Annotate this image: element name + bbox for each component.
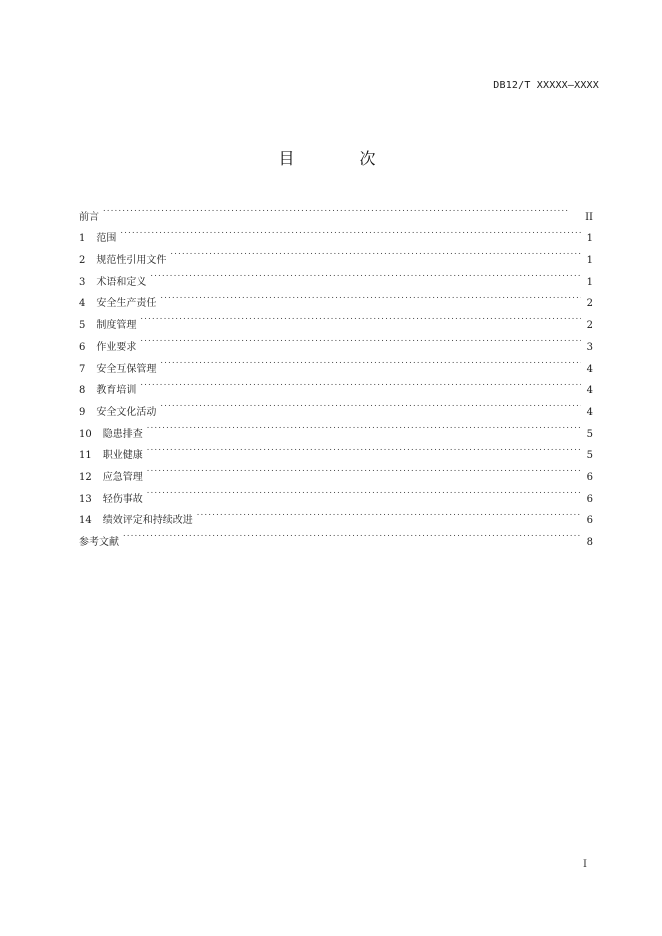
toc-entry-page: 6 [586,471,593,483]
toc-entry-title: 安全文化活动 [96,406,157,418]
toc-entry[interactable] [79,393,593,418]
toc-entry-page: 3 [586,341,593,353]
toc-entry[interactable] [79,415,593,440]
toc-entry-page: 8 [586,537,593,548]
toc-entry-number: 7 [79,363,86,375]
toc-dot-leader [140,372,580,394]
toc-dot-leader [147,415,581,437]
toc-dot-leader [160,393,580,415]
toc-entry[interactable] [79,523,593,548]
toc-entry-page: 1 [586,255,593,267]
toc-entry-page: II [585,211,593,223]
toc-entry-page: 1 [586,233,593,245]
toc-dot-leader [123,523,581,545]
toc-entry-number: 14 [79,515,92,527]
toc-dot-leader [160,285,580,307]
toc-entry-number: 11 [79,450,92,462]
toc-entry-number: 8 [79,385,86,397]
toc-entry-title: 轻伤事故 [102,493,143,505]
toc-entry-title: 规范性引用文件 [96,255,167,267]
page-title: 目 次 [278,149,406,168]
toc-entry-title: 参考文献 [79,537,119,548]
page-number: I [583,859,587,870]
toc-dot-leader [147,437,581,459]
toc-dot-leader [103,198,579,220]
toc-entry-page: 5 [586,450,593,462]
toc-dot-leader [147,458,581,480]
toc-dot-leader [150,263,580,285]
toc-dot-leader [140,306,580,328]
toc-entry[interactable] [79,502,593,527]
toc-entry[interactable] [79,350,593,375]
toc-entry-number: 6 [79,341,86,353]
toc-entry[interactable] [79,198,593,223]
toc-entry-title: 应急管理 [102,471,143,483]
toc-dot-leader [197,502,581,524]
toc-dot-leader [140,328,580,350]
toc-entry-number: 4 [79,298,86,310]
toc-entry-number: 12 [79,471,92,483]
toc-entry-page: 4 [586,406,593,418]
toc-entry-number: 9 [79,406,86,418]
toc-entry[interactable] [79,480,593,505]
toc-entry[interactable] [79,372,593,397]
toc-entry-page: 4 [586,385,593,397]
toc-entry-page: 5 [586,428,593,440]
toc-entry-page: 2 [586,320,593,332]
toc-entry-title: 术语和定义 [96,276,147,288]
table-of-contents [79,198,593,548]
toc-entry[interactable] [79,437,593,462]
standard-code: DB12/T XXXXX—XXXX [493,80,599,91]
toc-dot-leader [120,220,580,242]
toc-entry[interactable] [79,241,593,267]
toc-dot-leader [170,241,580,263]
toc-entry[interactable] [79,458,593,483]
toc-entry-number: 2 [79,255,86,267]
toc-entry[interactable] [79,306,593,332]
toc-entry-title: 作业要求 [96,341,137,353]
toc-entry-page: 1 [586,276,593,288]
toc-entry-number: 3 [79,276,86,288]
toc-entry-page: 4 [586,363,593,375]
toc-entry-title: 安全互保管理 [96,363,157,375]
toc-entry-title: 职业健康 [102,450,143,462]
toc-entry-title: 前言 [79,211,99,223]
toc-dot-leader [160,350,580,372]
toc-entry-page: 6 [586,515,593,527]
toc-entry-number: 5 [79,320,86,332]
toc-entry-title: 教育培训 [96,385,137,397]
toc-entry-title: 隐患排查 [102,428,143,440]
toc-entry[interactable] [79,263,593,288]
toc-entry-page: 6 [586,493,593,505]
toc-entry-number: 10 [79,428,92,440]
toc-entry[interactable] [79,285,593,310]
toc-entry-title: 范围 [96,233,117,245]
toc-entry[interactable] [79,220,593,245]
toc-entry-title: 安全生产责任 [96,298,157,310]
toc-dot-leader [147,480,581,502]
toc-entry-number: 13 [79,493,92,505]
toc-entry-title: 绩效评定和持续改进 [102,515,193,527]
toc-entry-page: 2 [586,298,593,310]
toc-entry[interactable] [79,328,593,353]
toc-entry-title: 制度管理 [96,320,137,332]
toc-entry-number: 1 [79,233,86,245]
